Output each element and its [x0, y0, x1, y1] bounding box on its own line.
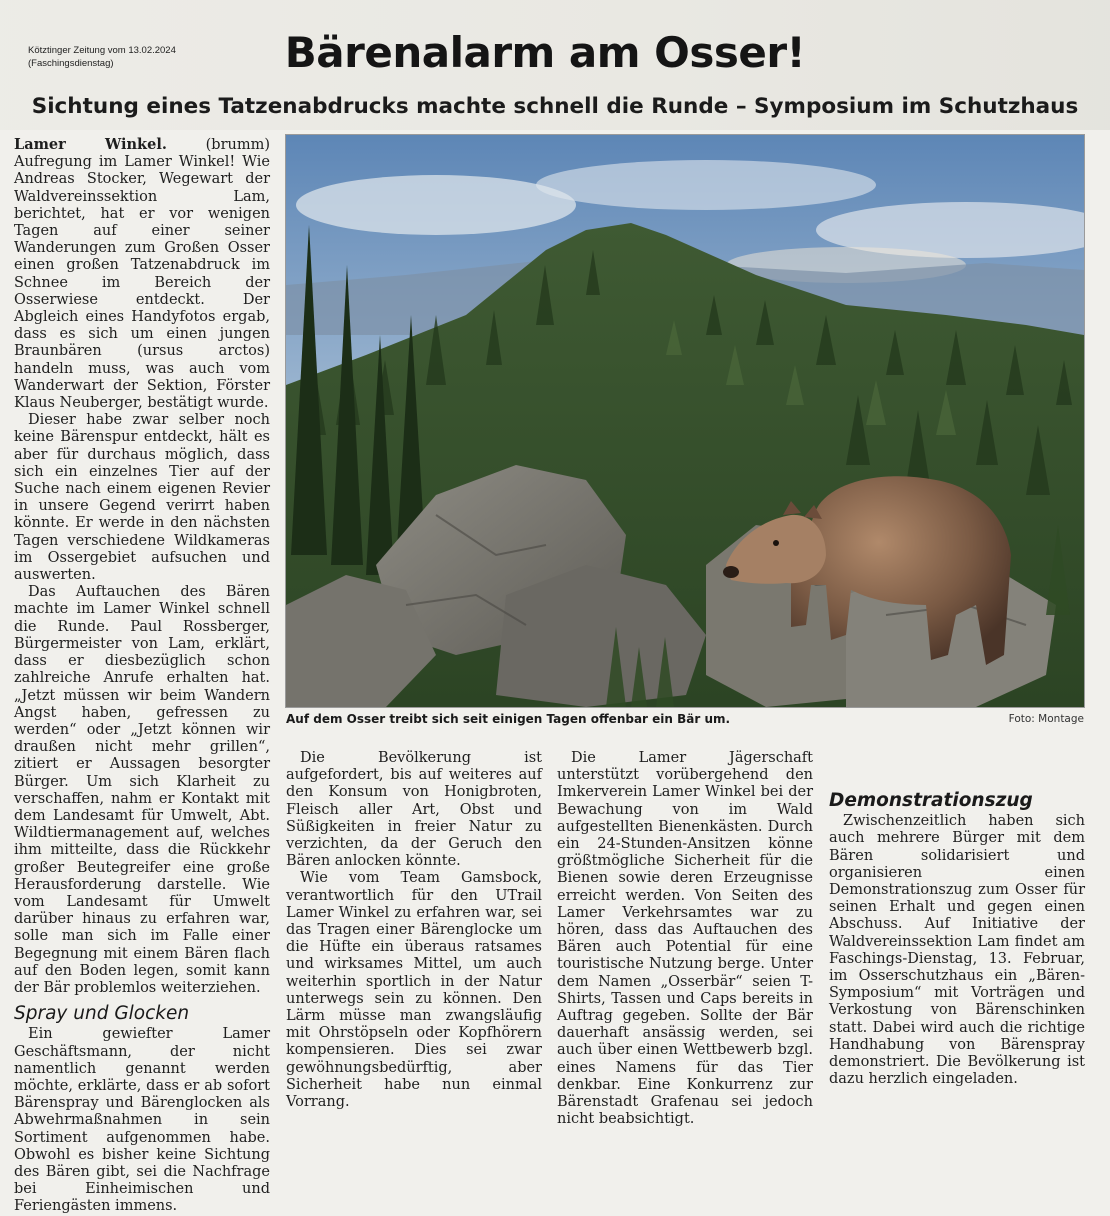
source-line-2: (Faschingsdienstag): [28, 58, 114, 69]
photo-caption: Auf dem Osser treibt sich seit einigen Tagen offenbar ein Bär um.: [286, 712, 731, 726]
paragraph-1-text: (brumm) Aufregung im Lamer Winkel! Wie Andreas Stocker, Wegewart der Waldvereinssektion Lam, berichtet, hat er vor wenigen Tagen auf einer seiner Wanderungen zum Großen Osser einen großen Tatzenabdruck im Schnee im Bereich der Osserwiese entdeckt. Der Abgleich eines Handyfotos ergab, dass es sich um einen jungen Braunbären (ursus arctos) handeln muss, was auch vom Wanderwart der Sektion, Förster Klaus Neuberger, bestätigt wurde.: [14, 137, 270, 412]
dateline: Lamer Winkel.: [14, 136, 167, 153]
subheading-demo: Demonstrationszug: [829, 790, 1033, 811]
headline: Bärenalarm am Osser!: [284, 28, 806, 77]
paragraph-4: Ein gewiefter Lamer Geschäftsmann, der nicht namentlich genannt werden möchte, erklärte, dass er ab sofort Bärenspray und Bärenglocken als Abwehrmaßnahmen in sein Sortiment aufgenommen habe. Obwohl es bisher keine Sichtung des Bären gibt, sei die Nachfrage bei Einheimischen und Feriengästen immens.: [14, 1026, 270, 1215]
article-column-4: [829, 750, 1085, 1088]
paragraph-1: [14, 136, 270, 412]
subheading-spray: Spray und Glocken: [14, 1003, 190, 1025]
article-column-1: [14, 136, 270, 1216]
bear-on-osser-illustration: [286, 135, 1084, 707]
paragraph-3: Das Auftauchen des Bären machte im Lamer Winkel schnell die Runde. Paul Rossberger, Bürgermeister von Lam, erklärt, dass er diesbezüglich schon zahlreiche Anrufe erhalten hat. „Jetzt müssen wir beim Wandern Angst haben, gefressen zu werden“ oder „Jetzt können wir draußen nicht mehr grillen“, zitiert er Aussagen besorgter Bürger. Um sich Klarheit zu verschaffen, nahm er Kontakt mit dem Landesamt für Umwelt, Abt. Wildtiermanagement auf, welches ihm mitteilte, dass die Rückkehr großer Beutegreifer eine große Herausforderung darstelle. Wie vom Landesamt für Umwelt darüber hinaus zu erfahren war, solle man sich im Falle einer Begegnung mit einem Bären flach auf den Boden legen, somit kann der Bär problemlos weiterziehen.: [14, 584, 270, 996]
paragraph-5: Die Bevölkerung ist aufgefordert, bis auf weiteres auf den Konsum von Honigbroten, Fleisch aller Art, Obst und Süßigkeiten in freier Natur zu verzichten, da der Geruch den Bären anlocken könnte.: [286, 750, 542, 870]
subheadline: Sichtung eines Tatzenabdrucks machte schnell die Runde – Symposium im Schutzhaus: [31, 94, 1079, 119]
bear-photo: [285, 134, 1085, 708]
paragraph-8: Zwischenzeitlich haben sich auch mehrere Bürger mit dem Bären solidarisiert und organisieren einen Demonstrationszug zum Osser für seinen Erhalt und gegen einen Abschuss. Auf Initiative der Waldvereinssektion Lam findet am Faschings-Dienstag, 13. Februar, im Osserschutzhaus ein „Bären-Symposium“ mit Vorträgen und Verkostung von Bärenschinken statt. Dabei wird auch die richtige Handhabung von Bärenspray demonstriert. Die Bevölkerung ist dazu herzlich eingeladen.: [829, 813, 1085, 1088]
article-column-2: [286, 750, 542, 1111]
paragraph-2: Dieser habe zwar selber noch keine Bärenspur entdeckt, hält es aber für durchaus möglich, dass sich ein einzelnes Tier auf der Suche nach einem eigenen Revier in unsere Gegend verirrt haben könnte. Er werde in den nächsten Tagen verschiedene Wildkameras im Ossergebiet aufsuchen und auswerten.: [14, 412, 270, 584]
paragraph-6: Wie vom Team Gamsbock, verantwortlich für den UTrail Lamer Winkel zu erfahren war, sei das Tragen einer Bärenglocke um die Hüfte ein überaus ratsames und wirksames Mittel, um auch weiterhin sportlich in der Natur unterwegs sein zu können. Den Lärm müsse man zwangsläufig mit Ohrstöpseln oder Kopfhörern kompensieren. Dies sei zwar gewöhnungsbedürftig, aber Sicherheit habe nun einmal Vorrang.: [286, 870, 542, 1111]
bleed-through-text: [250, 2, 257, 26]
source-note: [28, 44, 176, 70]
photo-credit: Foto: Montage: [1008, 713, 1084, 725]
paragraph-7: Die Lamer Jägerschaft unterstützt vorübergehend den Imkerverein Lamer Winkel bei der Bewachung von im Wald aufgestellten Bienenkästen. Durch ein 24-Stunden-Ansitzen könne größtmögliche Sicherheit für die Bienen sowie deren Erzeugnisse erreicht werden. Von Seiten des Lamer Verkehrsamtes war zu hören, dass das Auftauchen des Bären auch Potential für eine touristische Nutzung berge. Unter dem Namen „Osserbär“ seien T-Shirts, Tassen und Caps bereits in Auftrag gegeben. Sollte der Bär dauerhaft ansässig werden, sei auch über einen Wettbewerb bzgl. eines Namens für das Tier denkbar. Eine Konkurrenz zur Bärenstadt Grafenau sei jedoch nicht beabsichtigt.: [557, 750, 813, 1128]
source-line-1: Kötztinger Zeitung vom 13.02.2024: [28, 45, 176, 56]
article-column-3: [557, 750, 813, 1128]
